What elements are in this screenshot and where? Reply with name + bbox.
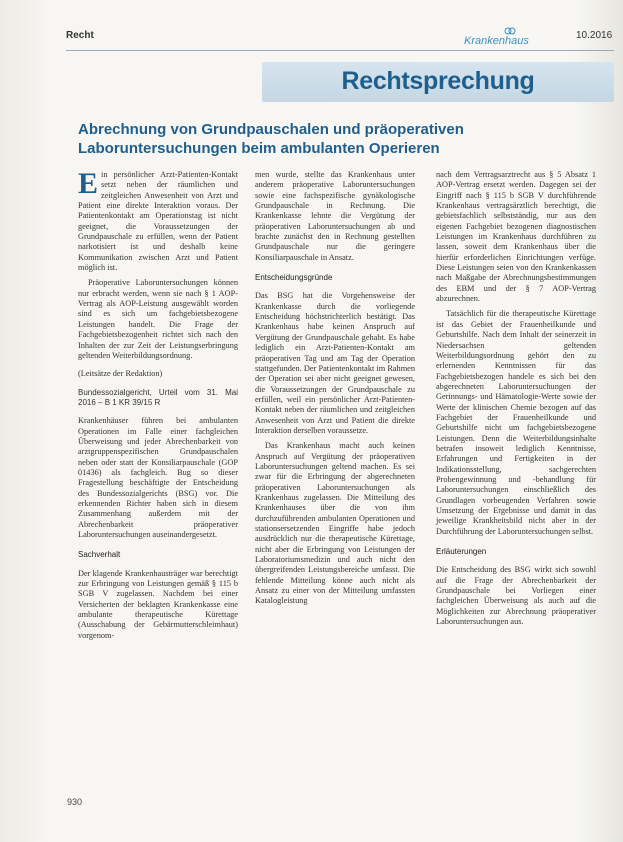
column-3 [436,170,596,632]
subheading-erlaeuterungen: Erläuterungen [436,547,487,557]
paragraph: nach dem Vertragsarztrecht aus § 5 Absatz 1 AOP-Vertrag ersetzt werden. Dagegen sei der Eingriff nach § 115 b SGB V durchführende Krankenhaus vertragsärztlich berechtigt, die gebietsfachlich selbstständig, nur aus den eigenen Fachgebiet bezogenen diagnostischen Leistungen im Krankenhaus durchführen zu lassen, soweit dem Krankenhaus über die hierfür erforderlichen Einrichtungen verfüge. Diese Leistungen seien von den Krankenkassen nach Maßgabe der Abrechnungsbestimmungen des EBM und der § 7 AOP-Vertrag abzurechnen. [436,170,596,304]
paragraph: Das BSG hat die Vorgehensweise der Krankenkasse durch die vorliegende Entscheidung höchstrichterlich bestätigt. Das Krankenhaus habe keinen Anspruch auf Vergütung der Grundpauschale gehabt. Es habe lediglich ein Arzt-Patienten-Kontakt am präoperativen Tag und am Tag der Operation stattgefunden. Der Patientenkontakt im Rahmen der Operation sei aber nicht geeignet gewesen, die Voraussetzungen der Grundpauschale zu erfüllen, weil ein persönlicher Arzt-Patienten-Kontakt neben der räumlichen und zeitgleichen Anwesenheit von Arzt und Patient die direkte Interaktion derselben voraussetze. [255,291,415,435]
journal-logo [464,28,554,48]
paragraph: Tatsächlich für die therapeutische Kürettage ist das Gebiet der Frauenheilkunde und Geburtshilfe. Nach dem Inhalt der seinerzeit in Niedersachsen geltenden Weiterbildungsordnung gehört den zu erlernenden Kenntnissen für das Fachgebietsbezogen handele es sich bei den abgerechneten Laboruntersuchungen der Gerinnungs- und Hämatologie-Werte sowie der Werte der klinischen Chemie bezogen auf das Fachgebiet der Frauenheilkunde und Geburtshilfe nicht um fachgebietsbezogene Leistungen. Denn die Weiterbildungsinhalte betrafen insoweit lediglich Kenntnisse, Erfahrungen und Fertigkeiten in der Indikationsstellung, sachgerechten Probengewinnung und -behandlung für Laboruntersuchungen einschließlich des Grundlagen vorbeugenden Verfahren sowie Umsetzung der Ergebnisse und damit in das jeweilige Krankheitsbild nicht aber in der Durchführung der Laboruntersuchungen selbst. [436,309,596,536]
page-number: 930 [67,797,83,807]
paragraph: Die Entscheidung des BSG wirkt sich sowohl auf die Frage der Abrechenbarkeit der Grundpauschale bei Vorliegen einer fachgleichen Überweisung als auch auf die Möglichkeiten zur Abrechnung präoperativer Laboruntersuchungen aus. [436,565,596,627]
logo-text: Krankenhaus [464,35,529,47]
logo-mark-icon [504,27,516,35]
subheading-entscheidungsgruende: Entscheidungsgründe [255,273,333,283]
drop-cap: E [78,167,99,200]
issue-date: 10.2016 [576,30,613,41]
court-citation: Bundessozialgericht, Urteil vom 31. Mai 2016 – B 1 KR 39/15 R [78,387,238,407]
page-header [66,26,614,48]
banner-title: Rechtsprechung [341,67,535,95]
column-2 [255,170,415,612]
column-1 [78,167,238,646]
paragraph: Der klagende Krankenhausträger war berechtigt zur Erbringung von Leistungen gemäß § 115 b SGB V zugelassen. Nachdem bei einer Versicherten der beklagten Krankenkasse eine ambulante therapeutische Kürettage (Ausschabung der Gebärmutterschleimhaut) vorgenom- [78,568,238,640]
header-rule [66,50,614,51]
article-headline: Abrechnung von Grundpauschalen und präoperativen Laboruntersuchungen beim ambulanten Operieren [78,121,464,157]
paragraph: Präoperative Laboruntersuchungen können nur erbracht werden, wenn sie nach § 1 AOP-Vertrag als AOP-Leistung ausgewählt worden sind es sich um fachgebietsbezogene Leistungen handelt. Die Frage der Fachgebietsbezogenheit richtet sich nach den Inhalten der zur Zeit der Leistungserbringung geltenden Weiterbildungsordnung. [78,278,238,360]
paragraph-text: in persönlicher Arzt-Patienten-Kontakt setzt neben der räumlichen und zeitgleichen Anwesenheit von Arzt und Patient eine direkte Interaktion voraus. Der Patientenkontakt am Operationstag ist nicht geeignet, die Voraussetzungen der Grundpauschale zu erfüllen, wenn der Patient narkotisiert ist und deshalb keine Kommunikation zwischen Arzt und Patient möglich ist. [78,170,238,273]
editor-note: (Leitsätze der Redaktion) [78,369,163,379]
paragraph: Das Krankenhaus macht auch keinen Anspruch auf Vergütung der präoperativen Laboruntersuchungen geltend machen. Es sei zwar für die Erbringung der abgerechneten präoperativen Laboruntersuchungen als Krankenhaus zugelassen. Die Mitteilung des Krankenhauses über die von ihm durchzuführenden ambulanten Operationen und stationsersetzenden Eingriffe habe jedoch ausdrücklich nur die therapeutische Kürettage, nicht aber die Erbringung von Leistungen der Laboratoriumsmedizin und auch nicht den übergreifenden Leistungsbereiche umfasst. Die fehlende Mitteilung könne auch nicht als Ansatz zu einer von der Mitteilung umfassten Katalogleistung [255,441,415,606]
paragraph [78,167,238,273]
subheading-sachverhalt: Sachverhalt [78,550,121,560]
paragraph: Krankenhäuser führen bei ambulanten Operationen im Falle einer fachgleichen Überweisung und jeder Abrechenbarkeit von arztgruppenspezifischen Grundpauschalen neben oder statt der Konsiliarpauschale (GOP 01436) als fachgleich. Bug so dieser Fragestellung beschäftigte der Entscheidung des Bundessozialgerichts (BSG) vor. Die erkennenden Richter haben sich in diesem Zusammenhang außerdem mit der Abrechenbarkeit präoperativer Laboruntersuchungen auseinandergesetzt. [78,416,238,539]
paragraph: men wurde, stellte das Krankenhaus unter anderem präoperative Laboruntersuchungen sowie eine fachspezifische gynäkologische Grundpauschale in Rechnung. Die Krankenkasse lehnte die Vergütung der präoperativen Laboruntersuchungen ab und brachte zunächst den in Rechnung gestellten Grundpauschale nur die geringere Konsiliarpauschale in Ansatz. [255,170,415,262]
section-label: Recht [66,30,94,41]
section-banner [262,62,614,102]
